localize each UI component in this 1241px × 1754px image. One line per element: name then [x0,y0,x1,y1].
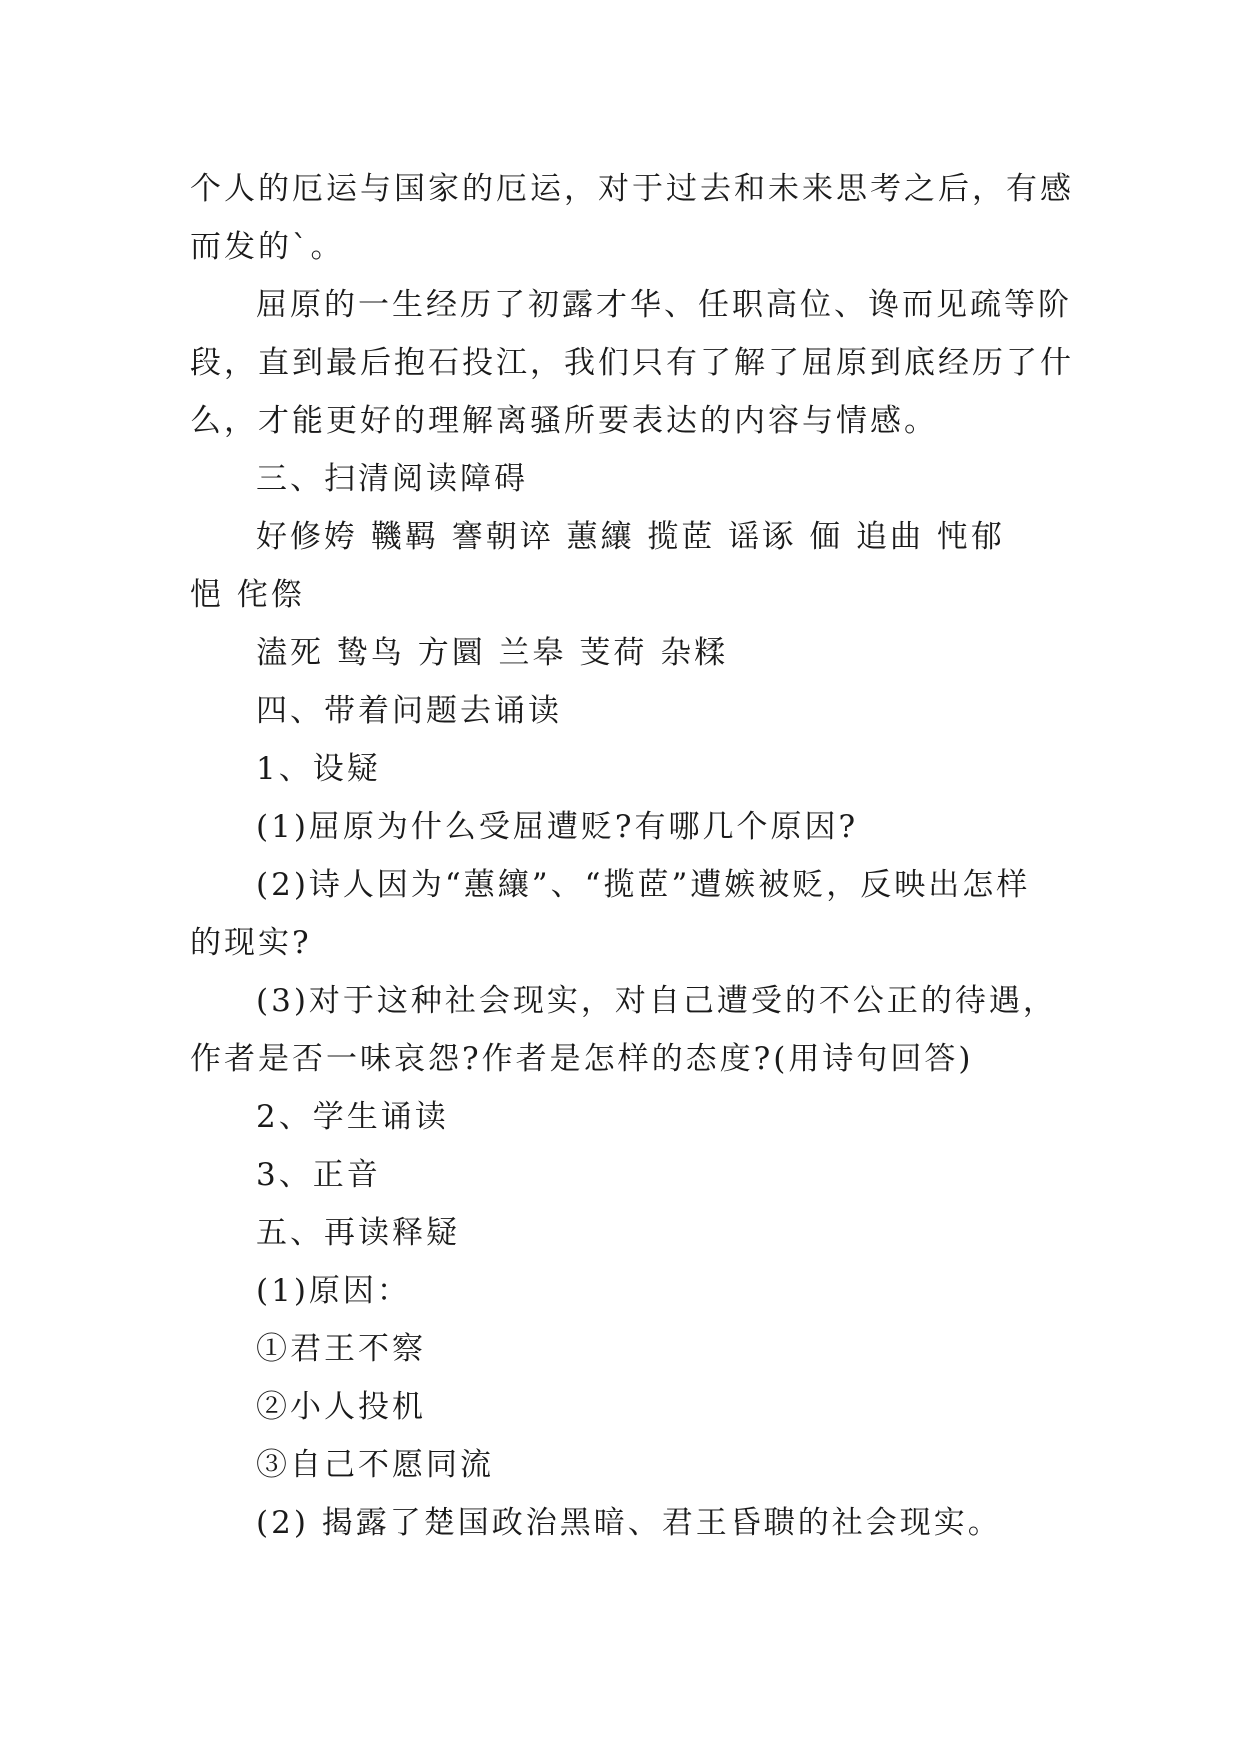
section-heading-4: 四、带着问题去诵读 [256,693,562,729]
reason-3: ③自己不愿同流 [256,1447,494,1483]
vocab-line-1: 好修姱 鞿羁 謇朝谇 蕙纕 揽茝 谣诼 偭 追曲 忳郁 [256,519,1005,555]
answer-2: (2) 揭露了楚国政治黑暗、君王昏聩的社会现实。 [256,1505,1002,1541]
list-item-1: 1、设疑 [256,751,381,787]
vocab-line-3: 溘死 鸷鸟 方圜 兰皋 芰荷 杂糅 [256,635,729,671]
text-line-2: 而发的`。 [190,229,345,265]
document-body [190,160,1074,1552]
text-line-1: 个人的厄运与国家的厄运，对于过去和未来思考之后，有感 [190,171,1074,207]
section-heading-5: 五、再读释疑 [256,1215,460,1251]
list-item-2: 2、学生诵读 [256,1099,449,1135]
question-1: (1)屈原为什么受屈遭贬?有哪几个原因? [256,809,859,845]
vocab-line-2: 悒 侘傺 [190,577,305,613]
text-line-3: 屈原的一生经历了初露才华、任职高位、谗而见疏等阶 [256,287,1072,323]
reason-2: ②小人投机 [256,1389,426,1425]
question-2: (2)诗人因为“蕙纕”、“揽茝”遭嫉被贬，反映出怎样 [256,867,1031,903]
reason-1: ①君王不察 [256,1331,426,1367]
text-line-5: 么，才能更好的理解离骚所要表达的内容与情感。 [190,403,938,439]
question-2-cont: 的现实? [190,925,312,961]
section-heading-3: 三、扫清阅读障碍 [256,461,528,497]
text-line-4: 段，直到最后抱石投江，我们只有了解了屈原到底经历了什 [190,345,1074,381]
question-3: (3)对于这种社会现实，对自己遭受的不公正的待遇， [256,983,1057,1019]
answer-1: (1)原因： [256,1273,411,1309]
question-3-cont: 作者是否一味哀怨?作者是怎样的态度?(用诗句回答) [190,1041,974,1077]
list-item-3: 3、正音 [256,1157,381,1193]
